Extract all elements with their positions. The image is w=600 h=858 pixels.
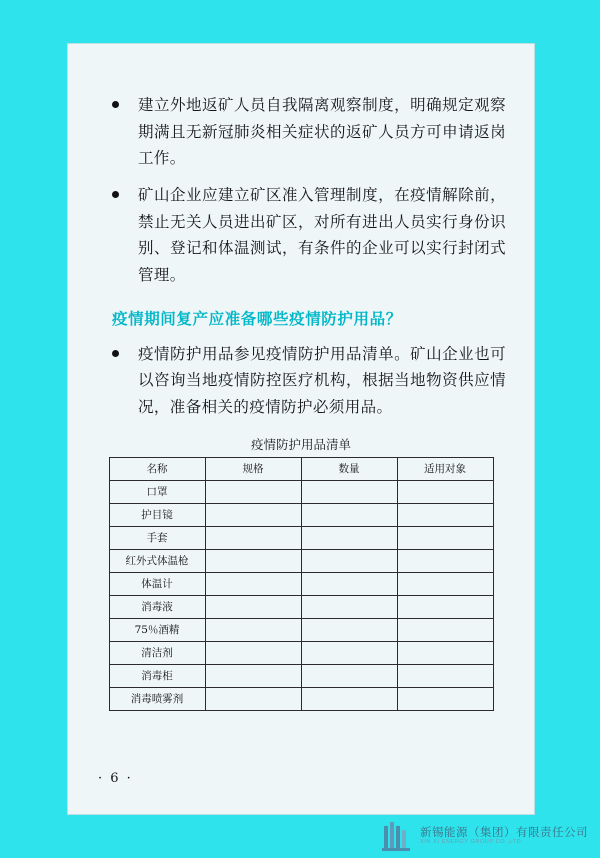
cell-spec <box>205 595 301 618</box>
column-header: 适用对象 <box>397 457 493 480</box>
column-header: 规格 <box>205 457 301 480</box>
cell-target <box>397 549 493 572</box>
paragraph-text: 建立外地返矿人员自我隔离观察制度，明确规定观察期满且无新冠肺炎相关症状的返矿人员方可申请返岗工作。 <box>138 96 506 168</box>
bullet-dot-icon <box>112 191 119 198</box>
cell-qty <box>301 687 397 710</box>
table-body <box>109 480 493 710</box>
document-page <box>68 44 534 814</box>
page-number: · 6 · <box>98 771 133 786</box>
cell-name: 消毒喷雾剂 <box>109 687 205 710</box>
table-row <box>109 641 493 664</box>
company-name-cn: 新锡能源（集团）有限责任公司 <box>420 825 588 840</box>
cell-target <box>397 618 493 641</box>
cell-spec <box>205 664 301 687</box>
company-name-en: XIN XI ENERGY GROUP CO.,LTD <box>420 839 522 846</box>
table-row <box>109 687 493 710</box>
cell-target <box>397 595 493 618</box>
bullet-list-bottom <box>96 341 506 421</box>
list-item <box>96 182 506 289</box>
cell-target <box>397 572 493 595</box>
bullet-dot-icon <box>112 350 119 357</box>
cell-qty <box>301 526 397 549</box>
cell-name: 消毒液 <box>109 595 205 618</box>
cell-qty <box>301 549 397 572</box>
cell-name: 护目镜 <box>109 503 205 526</box>
cell-spec <box>205 503 301 526</box>
table-row <box>109 595 493 618</box>
table-row <box>109 480 493 503</box>
cell-qty <box>301 503 397 526</box>
page-content <box>96 92 506 711</box>
cell-name: 消毒柜 <box>109 664 205 687</box>
company-name-block <box>420 826 588 846</box>
table-row <box>109 572 493 595</box>
paragraph-text: 疫情防护用品参见疫情防护用品清单。矿山企业也可以咨询当地疫情防控医疗机构，根据当地物资供应情况，准备相关的疫情防护必须用品。 <box>138 344 506 416</box>
building-logo-icon <box>382 820 412 852</box>
supply-table <box>109 457 494 711</box>
cell-name: 清洁剂 <box>109 641 205 664</box>
table-row <box>109 549 493 572</box>
cell-name: 口罩 <box>109 480 205 503</box>
cell-qty <box>301 618 397 641</box>
cell-qty <box>301 572 397 595</box>
paragraph-text: 矿山企业应建立矿区准入管理制度，在疫情解除前，禁止无关人员进出矿区，对所有进出人员实行身份识别、登记和体温测试，有条件的企业可以实行封闭式管理。 <box>138 185 506 284</box>
section-heading: 疫情期间复产应准备哪些疫情防护用品？ <box>112 308 402 328</box>
cell-qty <box>301 641 397 664</box>
cell-target <box>397 503 493 526</box>
cell-spec <box>205 641 301 664</box>
table-row <box>109 664 493 687</box>
column-header: 数量 <box>301 457 397 480</box>
table-header-row <box>109 457 493 480</box>
bullet-dot-icon <box>112 101 119 108</box>
column-header: 名称 <box>109 457 205 480</box>
cell-spec <box>205 526 301 549</box>
cell-name: 体温计 <box>109 572 205 595</box>
cell-target <box>397 664 493 687</box>
bullet-list-top <box>96 92 506 289</box>
table-row <box>109 618 493 641</box>
cell-name: 手套 <box>109 526 205 549</box>
cell-spec <box>205 549 301 572</box>
table-row <box>109 526 493 549</box>
table-row <box>109 503 493 526</box>
cell-spec <box>205 687 301 710</box>
cell-qty <box>301 480 397 503</box>
list-item <box>96 341 506 421</box>
cell-qty <box>301 664 397 687</box>
cell-qty <box>301 595 397 618</box>
cell-target <box>397 641 493 664</box>
cell-target <box>397 480 493 503</box>
cell-name: 75％酒精 <box>109 618 205 641</box>
cell-target <box>397 687 493 710</box>
cell-target <box>397 526 493 549</box>
cell-spec <box>205 618 301 641</box>
list-item <box>96 92 506 172</box>
company-logo <box>382 820 588 852</box>
cell-spec <box>205 572 301 595</box>
table-title: 疫情防护用品清单 <box>250 436 351 452</box>
cell-spec <box>205 480 301 503</box>
cell-name: 红外式体温枪 <box>109 549 205 572</box>
